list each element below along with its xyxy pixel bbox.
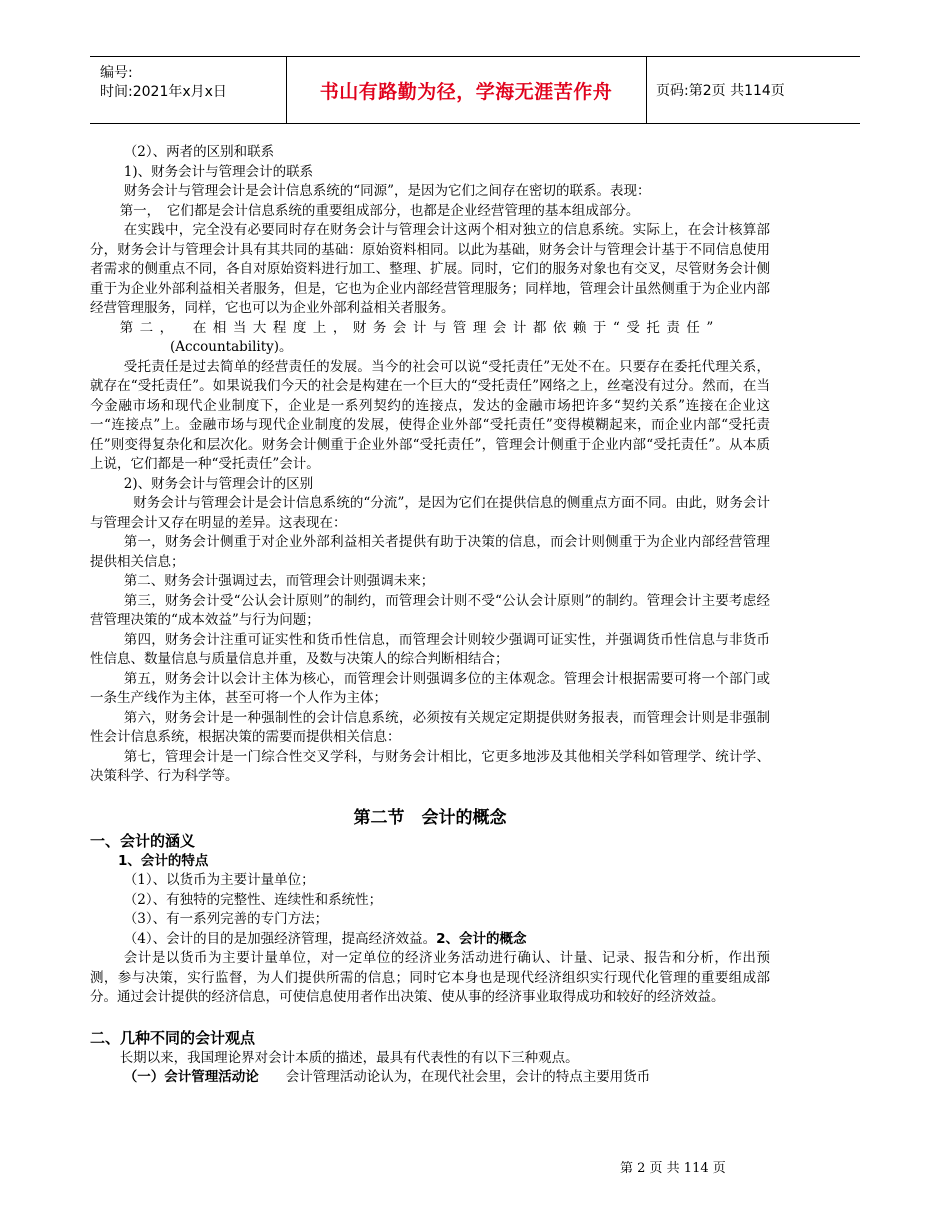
header-left-cell xyxy=(90,57,287,123)
paragraph: 第四，财务会计注重可证实性和货币性信息，而管理会计则较少强调可证实性，并强调货币性信息与非货币性信息、数量信息与质量信息并重，及数与决策人的综合判断相结合； xyxy=(90,631,770,667)
paragraph: （2）、两者的区别和联系 xyxy=(123,144,275,160)
paragraph-text: 会计管理活动论认为，在现代社会里，会计的特点主要用货币 xyxy=(258,1069,651,1085)
paragraph: 第三，财务会计受“公认会计原则”的制约，而管理会计则不受“公认会计原则”的制约。管理会计主要考虑经营管理决策的“成本效益”与行为问题； xyxy=(90,592,770,628)
paragraph: 第一， 它们都是会计信息系统的重要组成部分，也都是企业经营管理的基本组成部分。 xyxy=(119,202,640,219)
header-motto: 书山有路勤为径，学海无涯苦作舟 xyxy=(319,81,613,103)
paragraph: 第二， 在相当大程度上，财务会计与管理会计都依赖于“受托责任” xyxy=(119,319,720,336)
document-body xyxy=(90,143,770,1088)
paragraph: 长期以来，我国理论界对会计本质的描述，最具有代表性的有以下三种观点。 xyxy=(119,1049,579,1066)
list-item: （3）、有一系列完善的专门方法； xyxy=(123,911,329,927)
paragraph: 第六，财务会计是一种强制性的会计信息系统，必须按有关规定定期提供财务报表，而管理会计则是非强制性会计信息系统，根据决策的需要而提供相关信息： xyxy=(90,709,770,745)
paragraph: 财务会计与管理会计是会计信息系统的“同源”，是因为它们之间存在密切的联系。表现： xyxy=(123,183,651,199)
section-title: 第二节 会计的概念 xyxy=(353,807,507,828)
header-page-label: 页码:第2页 共114页 xyxy=(656,83,785,99)
header-time-label: 时间:2021年x月x日 xyxy=(100,84,227,100)
spacer xyxy=(90,1008,770,1028)
page-header xyxy=(90,56,860,124)
paragraph: 第一，财务会计侧重于对企业外部利益相关者提供有助于决策的信息，而会计则侧重于为企业内部经营管理提供相关信息； xyxy=(90,534,770,570)
paragraph: 在实践中，完全没有必要同时存在财务会计与管理会计这两个相对独立的信息系统。实际上，在会计核算部分，财务会计与管理会计具有其共同的基础：原始资料相同。以此为基础，财务会计与管理会计基于不同信息使用者需求的侧重点不同，各自对原始资料进行加工、整理、扩展。同时，它们的服务对象也有交叉，尽管财务会计侧重于为企业外部利益相关者服务，但是，它也为企业内部经营管理服务；同样地，管理会计虽然侧重于为企业内部经营管理服务，同样，它也可以为企业外部利益相关者服务。 xyxy=(90,222,770,316)
paragraph: 2)、财务会计与管理会计的区别 xyxy=(123,475,314,492)
list-item: （2）、有独特的完整性、连续性和系统性； xyxy=(123,891,383,908)
heading-level-1: 一、会计的涵义 xyxy=(90,831,196,850)
list-item: （1）、以货币为主要计量单位； xyxy=(123,872,315,888)
paragraph: (Accountability)。 xyxy=(170,339,293,355)
inline-heading: 2、会计的概念 xyxy=(436,930,527,947)
header-right-cell xyxy=(646,57,860,123)
page-footer: 第 2 页 共 114 页 xyxy=(620,1161,726,1176)
paragraph: 财务会计与管理会计是会计信息系统的“分流”，是因为它们在提供信息的侧重点方面不同。由此，财务会计与管理会计又存在明显的差异。这表现在： xyxy=(90,495,770,531)
paragraph: 第七，管理会计是一门综合性交叉学科，与财务会计相比，它更多地涉及其他相关学科如管理学、统计学、决策科学、行为科学等。 xyxy=(90,748,770,784)
paragraph xyxy=(90,1068,770,1088)
list-item-text: （4）、会计的目的是加强经济管理，提高经济效益。 xyxy=(123,930,437,947)
header-code-label: 编号: xyxy=(100,65,133,81)
paragraph: 受托责任是过去简单的经营责任的发展。当今的社会可以说“受托责任”无处不在。只要存在委托代理关系，就存在“受托责任”。如果说我们今天的社会是构建在一个巨大的“受托责任”网络之上，丝毫没有过分。然而，在当今金融市场和现代企业制度下，企业是一系列契约的连接点，发达的金融市场把许多“契约关系”连接在企业这一“连接点”上。金融市场与现代企业制度的发展，使得企业外部“受托责任”变得模糊起来，而企业内部“受托责任”则变得复杂化和层次化。财务会计侧重于企业外部“受托责任”，管理会计侧重于企业内部“受托责任”。从本质上说，它们都是一种“受托责任”会计。 xyxy=(90,358,770,472)
inline-heading: （一）会计管理活动论 xyxy=(123,1069,259,1085)
heading-level-1: 二、几种不同的会计观点 xyxy=(90,1028,256,1047)
paragraph: 第五，财务会计以会计主体为核心，而管理会计则强调多位的主体观念。管理会计根据需要可将一个部门或一条生产线作为主体，甚至可将一个人作为主体； xyxy=(90,670,770,706)
paragraph: 1)、财务会计与管理会计的联系 xyxy=(123,163,314,180)
paragraph: 第二、财务会计强调过去，而管理会计则强调未来； xyxy=(123,573,435,589)
heading-level-2: 1、会计的特点 xyxy=(118,852,209,869)
list-item xyxy=(90,930,770,950)
header-middle-cell xyxy=(286,57,647,123)
paragraph: 会计是以货币为主要计量单位，对一定单位的经济业务活动进行确认、计量、记录、报告和分析，作出预测，参与决策，实行监督，为人们提供所需的信息；同时它本身也是现代经济组织实行现代化管理的重要组成部分。通过会计提供的经济信息，可使信息使用者作出决策、使从事的经济事业取得成功和较好的经济效益。 xyxy=(90,950,770,1005)
